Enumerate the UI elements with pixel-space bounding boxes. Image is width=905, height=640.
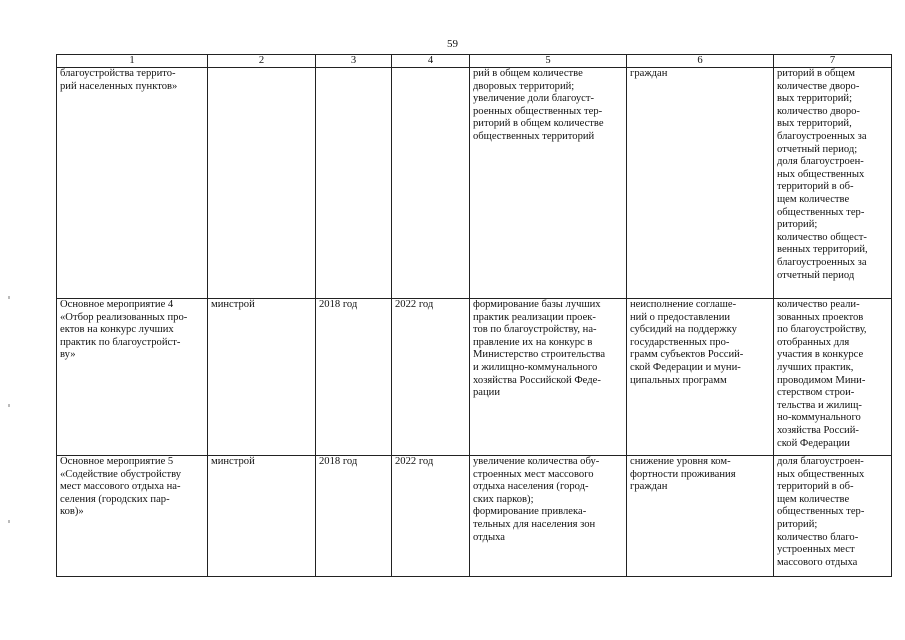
cell-text-line: формирование базы лучших [473, 299, 601, 310]
indicators-cell [774, 456, 892, 577]
cell-text-line: субсидий на поддержку [630, 324, 737, 336]
column-header: 2 [208, 55, 316, 68]
cell-text-line: ний о предоставлении [630, 311, 731, 323]
cell-text-line: количестве дворо- [777, 80, 860, 92]
scan-mark [8, 520, 10, 523]
cell-text-line: ципальных программ [630, 374, 727, 386]
cell-text-line: рий населенных пунктов» [60, 80, 178, 92]
cell-text-line: вых территорий; [777, 93, 853, 105]
consequences-cell [627, 456, 774, 577]
cell-text-line: отдыха населения (город- [473, 481, 589, 493]
executor-cell [208, 68, 316, 299]
cell-text-line: количество дворо- [777, 105, 860, 117]
cell-text-line: формирование привлека- [473, 506, 587, 518]
cell-text-line: благоустройства террито- [60, 68, 176, 79]
cell-text-line: ектов на конкурс лучших [60, 324, 174, 336]
cell-text-line: фортности проживания [630, 468, 736, 480]
header-row [57, 55, 892, 68]
cell-text-line: но-коммунального [777, 412, 861, 424]
cell-text-line: и жилищно-коммунального [473, 361, 598, 373]
cell-text-line: ской Федерации и муни- [630, 361, 741, 373]
cell-text-line: благоустроенных за [777, 256, 867, 268]
cell-text-line: роенных общественных тер- [473, 105, 603, 117]
cell-text-line: рий в общем количестве [473, 68, 583, 79]
indicators-cell [774, 299, 892, 456]
cell-text-line: количество благо- [777, 531, 859, 543]
end-year-cell: 2022 год [392, 299, 470, 456]
cell-text-line: общественных тер- [777, 206, 865, 218]
column-header: 5 [470, 55, 627, 68]
cell-text-line: отчетный период; [777, 143, 858, 155]
column-header: 1 [57, 55, 208, 68]
cell-text-line: хозяйства Российской Феде- [473, 374, 601, 386]
cell-text-line: тельства и жилищ- [777, 399, 862, 411]
scan-mark [8, 404, 10, 407]
cell-text-line: правление их на конкурс в [473, 336, 593, 348]
cell-text-line: тов по благоустройству, на- [473, 324, 597, 336]
cell-text-line: вых территорий, [777, 118, 852, 130]
measure-name-cell [57, 456, 208, 577]
cell-text-line: «Содействие обустройству [60, 468, 182, 480]
cell-text-line: отдыха [473, 531, 506, 543]
cell-text-line: общественных тер- [777, 506, 865, 518]
cell-text-line: щем количестве [777, 193, 850, 205]
measure-name-cell [57, 299, 208, 456]
expected-result-cell [470, 299, 627, 456]
cell-text-line: ков)» [60, 506, 84, 518]
cell-text-line: Министерство строительства [473, 349, 606, 361]
column-header: 7 [774, 55, 892, 68]
cell-text-line: селения (городских пар- [60, 493, 170, 505]
cell-text-line: практик реализации проек- [473, 311, 596, 323]
cell-text-line: количество общест- [777, 231, 867, 243]
cell-text-line: Основное мероприятие 5 [60, 456, 174, 467]
expected-result-cell [470, 456, 627, 577]
cell-text-line: отобранных для [777, 336, 850, 348]
cell-text-line: граждан [630, 68, 668, 79]
column-header: 4 [392, 55, 470, 68]
column-header: 3 [316, 55, 392, 68]
cell-text-line: мест массового отдыха на- [60, 481, 181, 493]
cell-text-line: риторий в общем [777, 68, 855, 79]
cell-text-line: хозяйства Россий- [777, 424, 859, 436]
cell-text-line: рации [473, 387, 501, 399]
cell-text-line: участия в конкурсе [777, 349, 864, 361]
start-year-cell [316, 68, 392, 299]
cell-text-line: общественных территорий [473, 130, 595, 142]
cell-text-line: увеличение количества обу- [473, 456, 600, 467]
end-year-cell [392, 68, 470, 299]
table-row [57, 299, 892, 456]
cell-text-line: риторий в общем количестве [473, 118, 604, 130]
end-year-cell: 2022 год [392, 456, 470, 577]
cell-text-line: территорий в об- [777, 481, 854, 493]
cell-text-line: зованных проектов [777, 311, 864, 323]
expected-result-cell [470, 68, 627, 299]
cell-text-line: ской Федерации [777, 437, 850, 449]
cell-text-line: строенных мест массового [473, 468, 594, 480]
cell-text-line: дворовых территорий; [473, 80, 575, 92]
cell-text-line: отчетный период [777, 269, 855, 281]
cell-text-line: грамм субъектов Россий- [630, 349, 744, 361]
start-year-cell: 2018 год [316, 299, 392, 456]
page-number: 59 [447, 38, 458, 50]
cell-text-line: государственных про- [630, 336, 730, 348]
measure-name-cell [57, 68, 208, 299]
cell-text-line: территорий в об- [777, 181, 854, 193]
table-row [57, 456, 892, 577]
cell-text-line: лучших практик, [777, 361, 854, 373]
cell-text-line: устроенных мест [777, 544, 855, 556]
cell-text-line: доля благоустроен- [777, 456, 864, 467]
cell-text-line: ных общественных [777, 468, 865, 480]
cell-text-line: тельных для населения зон [473, 518, 596, 530]
cell-text-line: Основное мероприятие 4 [60, 299, 174, 310]
measures-table [56, 54, 892, 577]
cell-text-line: ву» [60, 349, 76, 361]
column-header: 6 [627, 55, 774, 68]
consequences-cell [627, 68, 774, 299]
cell-text-line: проводимом Мини- [777, 374, 866, 386]
scan-mark [8, 296, 10, 299]
cell-text-line: стерством строи- [777, 387, 855, 399]
cell-text-line: риторий; [777, 219, 818, 231]
cell-text-line: благоустроенных за [777, 130, 867, 142]
table-row [57, 68, 892, 299]
executor-cell: минстрой [208, 456, 316, 577]
start-year-cell: 2018 год [316, 456, 392, 577]
indicators-cell [774, 68, 892, 299]
cell-text-line: граждан [630, 481, 668, 493]
cell-text-line: количество реали- [777, 299, 860, 310]
cell-text-line: «Отбор реализованных про- [60, 311, 188, 323]
cell-text-line: увеличение доли благоуст- [473, 93, 595, 105]
cell-text-line: риторий; [777, 518, 818, 530]
cell-text-line: доля благоустроен- [777, 156, 864, 168]
cell-text-line: ских парков); [473, 493, 534, 505]
cell-text-line: венных территорий, [777, 244, 868, 256]
cell-text-line: снижение уровня ком- [630, 456, 731, 467]
cell-text-line: щем количестве [777, 493, 850, 505]
cell-text-line: практик по благоустройст- [60, 336, 181, 348]
cell-text-line: по благоустройству, [777, 324, 867, 336]
consequences-cell [627, 299, 774, 456]
executor-cell: минстрой [208, 299, 316, 456]
cell-text-line: ных общественных [777, 168, 865, 180]
cell-text-line: массового отдыха [777, 556, 858, 568]
cell-text-line: неисполнение соглаше- [630, 299, 737, 310]
